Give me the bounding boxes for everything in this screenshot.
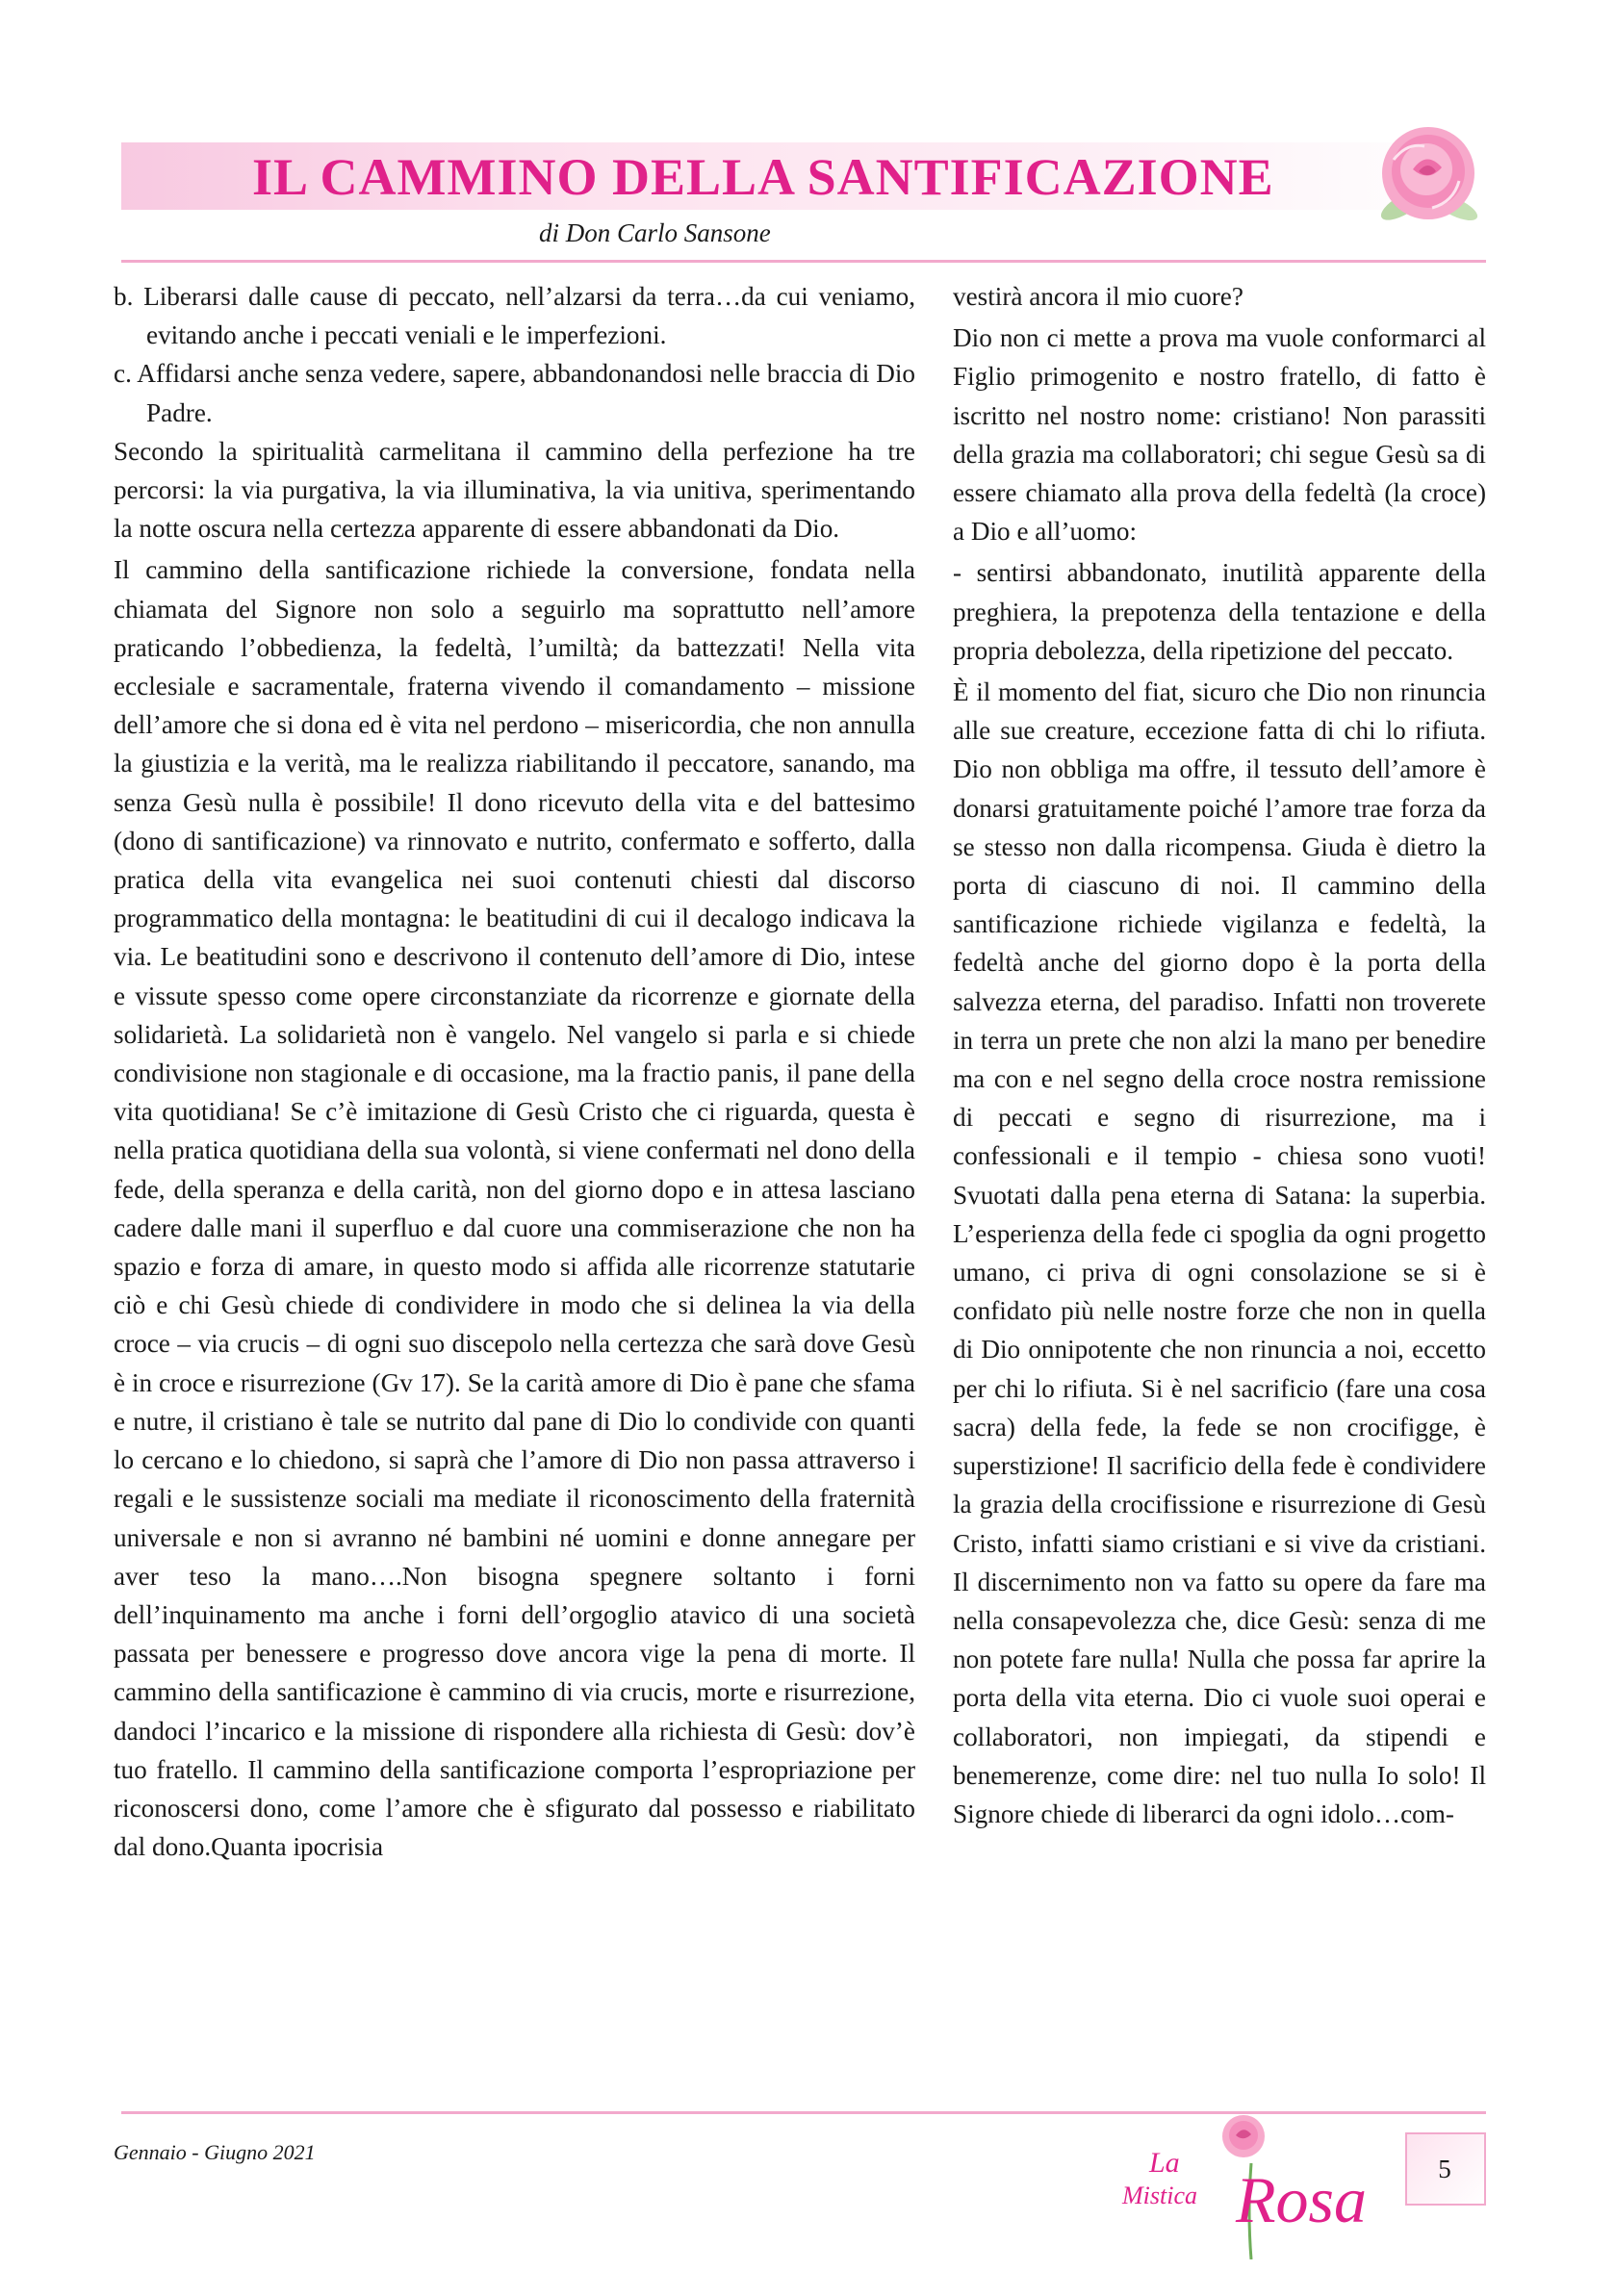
paragraph: vestirà ancora il mio cuore? [953,282,1243,311]
list-item: b. Liberarsi dalle cause di peccato, nell’alzarsi da terra…da cui veniamo, evitando anche i peccati veniali e le imperfezioni. [114,282,915,350]
issue-date: Gennaio - Giugno 2021 [114,2140,316,2164]
list-item: c. Affidarsi anche senza vedere, sapere, abbandonandosi nelle braccia di Dio Padre. [114,359,915,427]
author-byline: di Don Carlo Sansone [539,218,771,247]
paragraph: Dio non ci mette a prova ma vuole conformarci al Figlio primogenito e nostro fratello, di fatto è iscritto nel nostro nome: cristiano! Non parassiti della grazia ma collaboratori; chi segue Gesù sa di essere chiamato alla prova della fedeltà (la croce) a Dio e all’uomo: [953,323,1486,547]
paragraph: Il cammino della santificazione richiede la conversione, fondata nella chiamata del Signore non solo a seguirlo ma soprattutto nell’amore praticando l’obbedienza, la fedeltà, l’umiltà; da battezzati! Nella vita ecclesiale e sacramentale, fraterna vivendo il comandamento – missione dell’amore che si dona ed è vita nel perdono – misericordia, che non annulla la giustizia e la verità, ma le realizza riabilitando il peccatore, sanando, ma senza Gesù nulla è possibile! Il dono ricevuto della vita e del battesimo (dono di santificazione) va rinnovato e nutrito, confermato e sofferto, dalla pratica della vita evangelica nei suoi contenuti chiesti dal discorso programmatico della montagna: le beatitudini di cui il decalogo indicava la via. Le beatitudini sono e descrivono il contenuto dell’amore di Dio, intese e vissute spesso come opere circonstanziate da ricorrenze e giornate della solidarietà. La solidarietà non è vangelo. Nel vangelo si parla e si chiede condivisione non stagionale e di occasione, ma la fractio panis, il pane della vita quotidiana! Se c’è imitazione di Gesù Cristo che ci riguarda, questa è nella pratica quotidiana della sua volontà, si viene confermati nel dono della fede, della speranza e della carità, non del giorno dopo e in attesa lasciano cadere dalle mani il superfluo e dal cuore una commiserazione che non ha spazio e forza di amare, in questo modo si affida alle ricorrenze statutarie ciò e chi Gesù chiede di condividere in modo che si delinea la via della croce – via crucis – di ogni suo discepolo nella certezza che sarà dove Gesù è in croce e risurrezione (Gv 17). Se la carità amore di Dio è pane che sfama e nutre, il cristiano è tale se nutrito dal pane di Dio lo condivide con quanti lo cercano e lo chiedono, si saprà che l’amore di Dio non passa attraverso i regali e le sussistenze sociali ma mediate il riconoscimento della fraternità universale e non si avranno né bambini né uomini e donne annegare per aver teso la mano….Non bisogna spegnere soltanto i forni dell’inquinamento ma anche i forni dell’orgoglio atavico di una società passata per benessere e progresso dove ancora vige la pena di morte. Il cammino della santificazione è cammino di via crucis, morte e risurrezione, dandoci l’incarico e la missione di rispondere alla richiesta di Gesù: dov’è tuo fratello. Il cammino della santificazione comporta l’espropriazione per riconoscersi dono, come l’amore che è sfigurato dal possesso e riabilitato dal dono.Quanta ipocrisia [114,555,915,1862]
rose-icon [1365,114,1490,239]
left-column [114,277,915,2105]
logo-text-rosa: Rosa [1236,2163,1367,2236]
logo-text-mistica: Mistica [1122,2181,1197,2209]
right-column [953,277,1486,2105]
paragraph: Secondo la spiritualità carmelitana il cammino della perfezione ha tre percorsi: la via purgativa, la via illuminativa, la via unitiva, sperimentando la notte oscura nella certezza apparente di essere abbandonati da Dio. [114,436,915,544]
logo-rose-icon [1215,2107,1272,2165]
page-number: 5 [1438,2155,1451,2183]
paragraph: È il momento del fiat, sicuro che Dio non rinuncia alle sue creature, eccezione fatta di chi lo rifiuta. Dio non obbliga ma offre, il tessuto dell’amore è donarsi gratuitamente poiché l’amore trae forza da se stesso non dalla ricompensa. Giuda è dietro la porta di ciascuno di noi. Il cammino della santificazione richiede vigilanza e fedeltà, la fedeltà anche del giorno dopo è la porta della salvezza eterna, del paradiso. Infatti non troverete in terra un prete che non alzi la mano per benedire ma con e nel segno della croce nostra remissione di peccati e segno di risurrezione, ma i confessionali e il tempio - chiesa sono vuoti! Svuotati dalla pena eterna di Satana: la superbia. L’esperienza della fede ci spoglia da ogni progetto umano, ci priva di ogni consolazione se si è confidato più nelle nostre forze che non in quella di Dio onnipotente che non rinuncia a noi, eccetto per chi lo rifiuta. Si è nel sacrificio (fare una cosa sacra) della fede, la fede se non crocifigge, è superstizione! Il sacrificio della fede è condividere la grazia della crocifissione e risurrezione di Gesù Cristo, infatti siamo cristiani e si vive da cristiani. Il discernimento non va fatto su opere da fare ma nella consapevolezza che, dice Gesù: senza di me non potete fare nulla! Nulla che possa far aprire la porta della vita eterna. Dio ci vuole suoi operai e collaboratori, non impiegati, da stipendi e benemerenze, come dire: nel tuo nulla Io solo! Il Signore chiede di liberarci da ogni idolo…com- [953,677,1486,1828]
footer-divider [121,2111,1486,2114]
logo-text-la: La [1149,2147,1180,2179]
paragraph: - sentirsi abbandonato, inutilità apparente della preghiera, la prepotenza della tentazione e della propria debolezza, della ripetizione del peccato. [953,558,1486,665]
header-divider [121,260,1486,263]
page-title: IL CAMMINO DELLA SANTIFICAZIONE [252,148,1274,206]
